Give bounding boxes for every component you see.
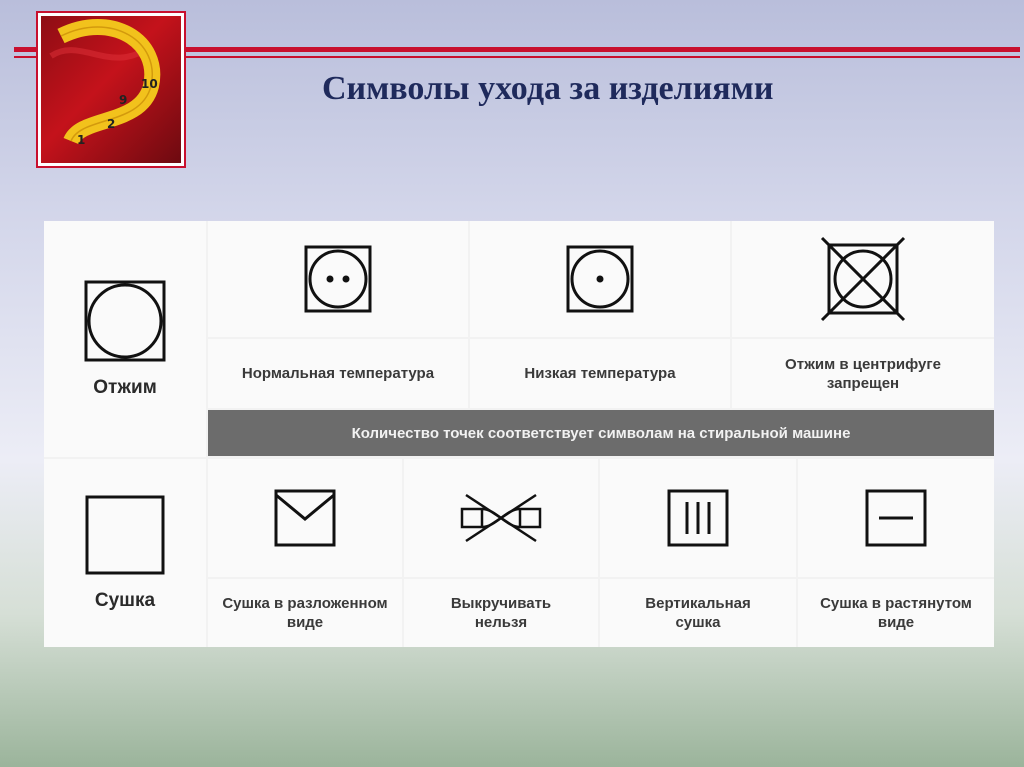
tape-number-9: 9 <box>119 93 128 107</box>
spin-option-3-symbol <box>732 221 994 337</box>
square-flat-dry-icon <box>274 489 336 547</box>
square-circle-icon <box>83 279 167 363</box>
dry-option-3-symbol <box>600 459 796 577</box>
spin-option-2-symbol <box>470 221 730 337</box>
tape-number-1: 1 <box>77 133 86 147</box>
spin-option-3-label: Отжим в центрифуге запрещен <box>732 339 994 408</box>
square-circle-two-dots-icon <box>304 245 372 313</box>
dry-option-1-symbol <box>208 459 402 577</box>
dots-note-band: Количество точек соответствует символам на стиральной машине <box>208 410 994 456</box>
dry-option-3-label: Вертикальная сушка <box>600 579 796 647</box>
dry-option-4-symbol <box>798 459 994 577</box>
tape-number-2: 2 <box>107 117 116 131</box>
dry-header-cell <box>44 459 206 647</box>
dry-option-2-symbol <box>404 459 598 577</box>
care-symbols-table <box>44 221 994 647</box>
measuring-tape-photo <box>36 11 186 168</box>
spin-header-cell <box>44 221 206 457</box>
spin-option-1-label: Нормальная температура <box>208 339 468 408</box>
square-horizontal-line-icon <box>865 489 927 547</box>
no-wring-icon <box>456 491 546 545</box>
spin-option-2-label: Низкая температура <box>470 339 730 408</box>
square-circle-one-dot-icon <box>566 245 634 313</box>
spin-option-1-symbol <box>208 221 468 337</box>
dry-option-4-label: Сушка в растянутом виде <box>798 579 994 647</box>
dry-header-label: Сушка <box>94 590 156 611</box>
square-circle-crossed-icon <box>820 236 906 322</box>
dry-option-1-label: Сушка в разложенном виде <box>208 579 402 647</box>
square-vertical-lines-icon <box>667 489 729 547</box>
tape-number-10: 10 <box>141 77 158 91</box>
page-title: Символы ухода за изделиями <box>322 70 774 107</box>
square-icon <box>84 494 166 576</box>
dry-option-2-label: Выкручивать нельзя <box>404 579 598 647</box>
spin-header-label: Отжим <box>93 377 157 398</box>
